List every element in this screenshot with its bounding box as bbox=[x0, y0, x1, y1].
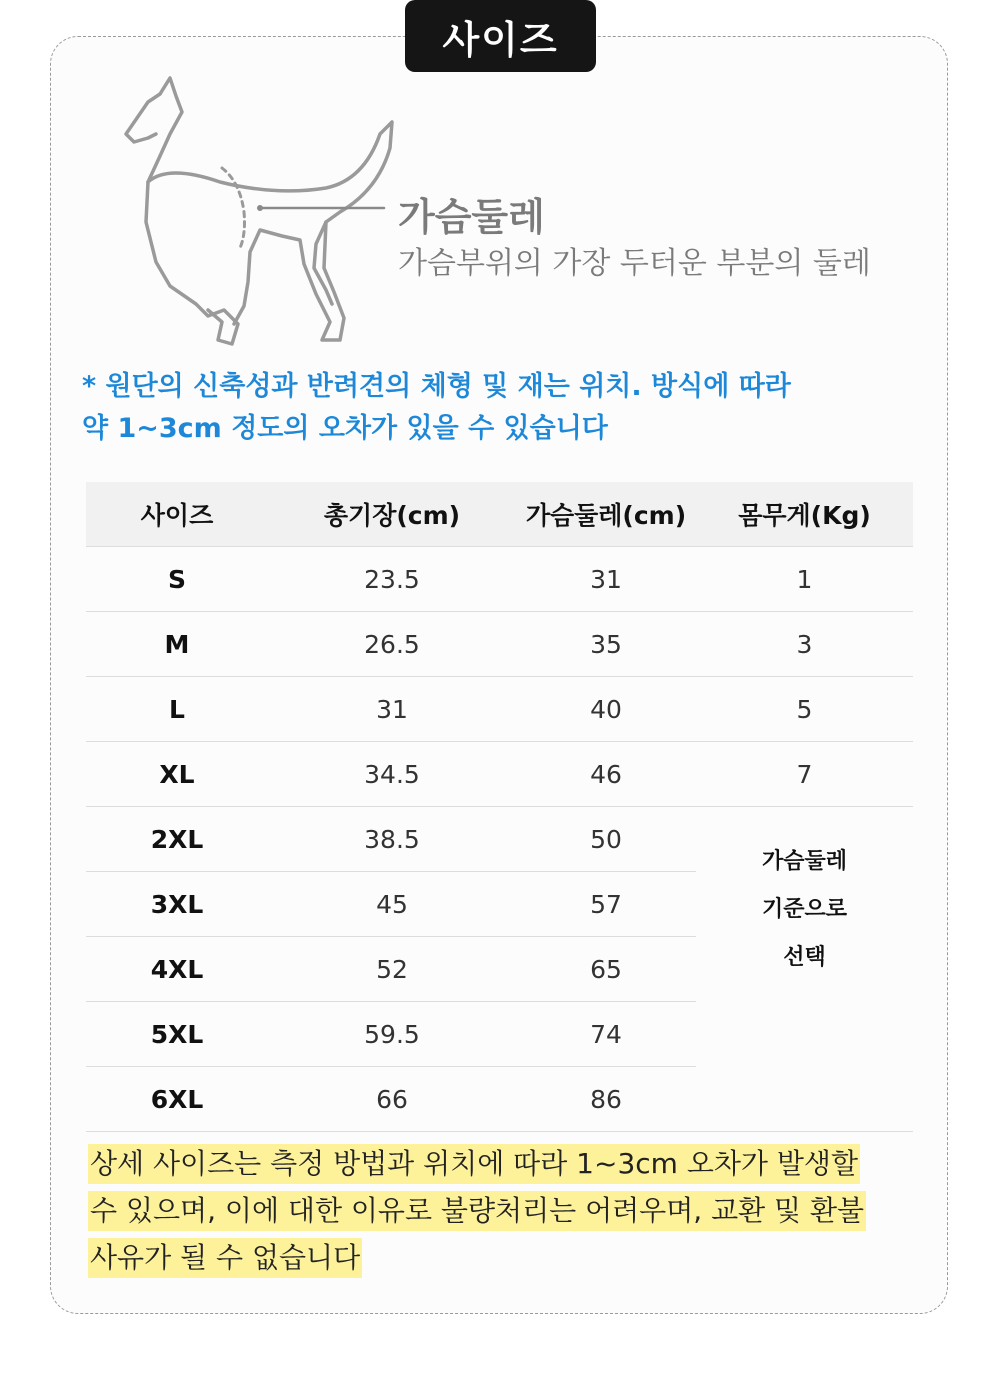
measurement-warning bbox=[88, 1143, 928, 1284]
merged-note-line: 기준으로 bbox=[761, 896, 847, 922]
table-row bbox=[86, 612, 913, 677]
length-cell: 23.5 bbox=[268, 547, 516, 612]
merged-note-line: 선택 bbox=[783, 944, 826, 970]
size-cell: 2XL bbox=[86, 807, 268, 872]
warning-line: 수 있으며, 이에 대한 이유로 불량처리는 어려우며, 교환 및 환불 bbox=[88, 1191, 866, 1231]
chest-cell: 86 bbox=[516, 1067, 696, 1132]
table-row bbox=[86, 677, 913, 742]
measure-title: 가슴둘레 bbox=[398, 195, 545, 239]
warning-line: 상세 사이즈는 측정 방법과 위치에 따라 1~3cm 오차가 발생할 bbox=[88, 1144, 860, 1184]
merged-note-line: 가슴둘레 bbox=[761, 848, 847, 874]
warning-line: 사유가 될 수 없습니다 bbox=[88, 1238, 362, 1278]
table-row bbox=[86, 742, 913, 807]
measure-description: 가슴부위의 가장 두터운 부분의 둘레 bbox=[398, 246, 871, 281]
size-cell: 4XL bbox=[86, 937, 268, 1002]
header-chest: 가슴둘레(cm) bbox=[516, 482, 696, 547]
chest-cell: 40 bbox=[516, 677, 696, 742]
length-cell: 34.5 bbox=[268, 742, 516, 807]
chest-cell: 50 bbox=[516, 807, 696, 872]
chest-cell: 46 bbox=[516, 742, 696, 807]
chest-cell: 65 bbox=[516, 937, 696, 1002]
weight-cell: 1 bbox=[696, 547, 913, 612]
chest-cell: 35 bbox=[516, 612, 696, 677]
table-row bbox=[86, 547, 913, 612]
length-cell: 26.5 bbox=[268, 612, 516, 677]
length-cell: 52 bbox=[268, 937, 516, 1002]
chest-cell: 57 bbox=[516, 872, 696, 937]
header-size: 사이즈 bbox=[86, 482, 268, 547]
header-length: 총기장(cm) bbox=[268, 482, 516, 547]
chest-cell: 74 bbox=[516, 1002, 696, 1067]
length-cell: 66 bbox=[268, 1067, 516, 1132]
size-cell: M bbox=[86, 612, 268, 677]
size-cell: XL bbox=[86, 742, 268, 807]
length-cell: 45 bbox=[268, 872, 516, 937]
chest-cell: 31 bbox=[516, 547, 696, 612]
weight-merged-note bbox=[696, 807, 913, 1132]
size-cell: 6XL bbox=[86, 1067, 268, 1132]
weight-cell: 5 bbox=[696, 677, 913, 742]
size-cell: L bbox=[86, 677, 268, 742]
notice-line: 약 1~3cm 정도의 오차가 있을 수 있습니다 bbox=[82, 413, 608, 444]
weight-cell: 7 bbox=[696, 742, 913, 807]
length-cell: 59.5 bbox=[268, 1002, 516, 1067]
dog-outline-icon bbox=[108, 72, 408, 350]
table-row bbox=[86, 807, 913, 872]
size-cell: 3XL bbox=[86, 872, 268, 937]
notice-line: * 원단의 신축성과 반려견의 체형 및 재는 위치. 방식에 따라 bbox=[82, 371, 791, 402]
size-cell: S bbox=[86, 547, 268, 612]
size-table bbox=[86, 482, 913, 1132]
length-cell: 31 bbox=[268, 677, 516, 742]
weight-cell: 3 bbox=[696, 612, 913, 677]
size-cell: 5XL bbox=[86, 1002, 268, 1067]
header-weight: 몸무게(Kg) bbox=[696, 482, 913, 547]
length-cell: 38.5 bbox=[268, 807, 516, 872]
table-header-row bbox=[86, 482, 913, 547]
tolerance-notice bbox=[82, 366, 902, 450]
page-title: 사이즈 bbox=[405, 0, 596, 72]
